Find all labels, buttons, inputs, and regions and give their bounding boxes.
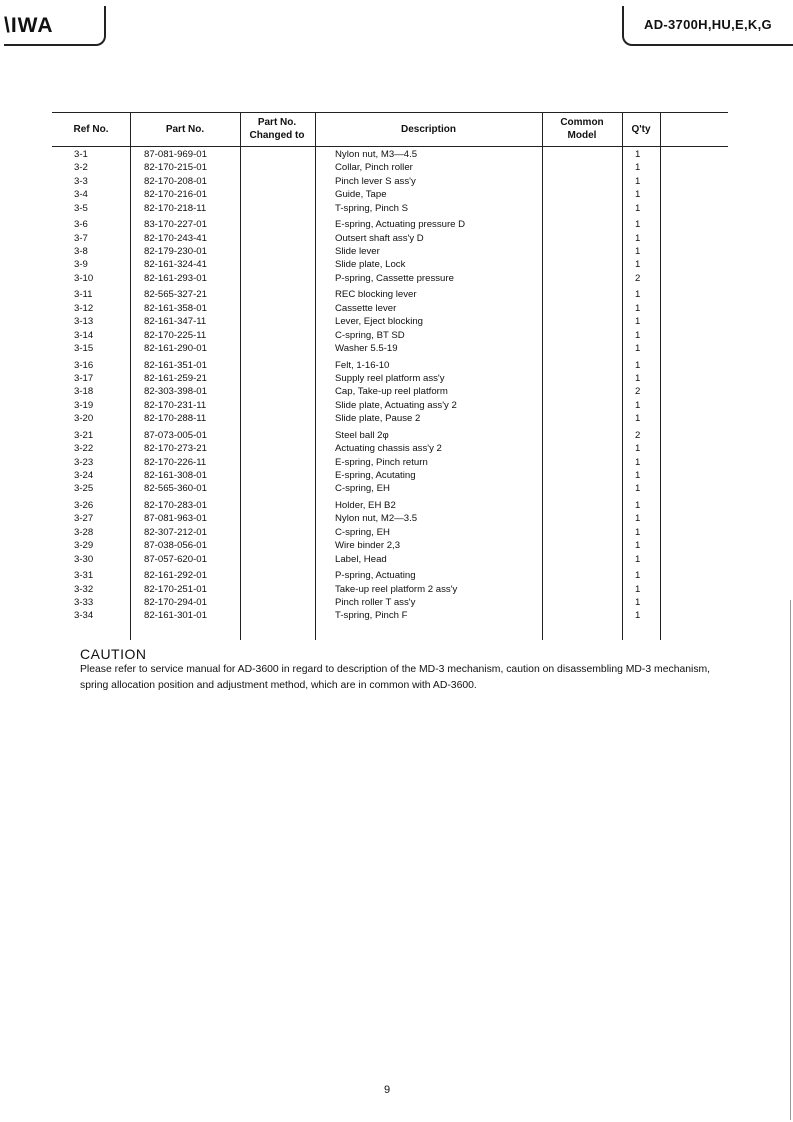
table-row [52,482,728,495]
description-cell: Cassette lever [335,302,397,314]
ref-no-cell: 3-3 [74,175,88,187]
table-row [52,372,728,385]
quantity-cell: 1 [635,456,641,468]
part-no-cell: 82-170-294-01 [144,597,207,608]
part-no-cell: 82-161-308-01 [144,470,207,481]
table-row [52,342,728,355]
part-no-cell: 82-170-283-01 [144,500,207,511]
header-common-model: Common Model [560,117,604,141]
description-cell: Slide plate, Pause 2 [335,413,421,425]
quantity-cell: 1 [635,302,641,314]
description-cell: Supply reel platform ass'y [335,373,445,384]
part-no-cell: 82-161-293-01 [144,272,207,284]
ref-no-cell: 3-10 [74,272,94,284]
part-no-cell: 82-170-243-41 [144,232,207,244]
description-cell: C-spring, BT SD [335,329,405,341]
quantity-cell: 1 [635,175,641,187]
description-cell: E-spring, Pinch return [335,456,428,468]
ref-no-cell: 3-1 [74,149,88,160]
page-edge-line [790,600,791,1120]
description-cell: Slide plate, Actuating ass'y 2 [335,399,457,411]
ref-no-cell: 3-27 [74,513,94,525]
ref-no-cell: 3-32 [74,583,94,595]
table-row [52,429,728,442]
table-row [52,609,728,622]
part-no-cell: 82-179-230-01 [144,246,207,257]
part-no-cell: 87-081-963-01 [144,513,207,525]
quantity-cell: 1 [635,597,641,608]
description-cell: Cap, Take-up reel platform [335,386,448,398]
description-cell: Label, Head [335,553,387,565]
quantity-cell: 1 [635,162,641,174]
table-row [52,315,728,328]
description-cell: P-spring, Cassette pressure [335,272,454,284]
part-no-cell: 82-170-215-01 [144,162,207,174]
part-no-cell: 83-170-227-01 [144,219,207,231]
model-number: AD-3700H,HU,E,K,G [644,17,772,32]
ref-no-cell: 3-24 [74,470,94,481]
quantity-cell: 1 [635,483,641,495]
table-row [52,569,728,582]
description-cell: Collar, Pinch roller [335,162,413,174]
table-row [52,359,728,372]
description-cell: P-spring, Actuating [335,570,416,582]
part-no-cell: 82-170-226-11 [144,456,207,468]
caution-title: CAUTION [80,646,147,662]
part-no-cell: 82-161-347-11 [144,316,207,328]
table-row [52,399,728,412]
quantity-cell: 1 [635,373,641,384]
ref-no-cell: 3-23 [74,456,94,468]
table-row [52,469,728,482]
header-qty: Q'ty [631,123,651,135]
table-row [52,526,728,539]
ref-no-cell: 3-2 [74,162,88,174]
ref-no-cell: 3-4 [74,189,88,201]
table-row [52,258,728,271]
table-row [52,385,728,398]
quantity-cell: 1 [635,540,641,552]
quantity-cell: 1 [635,202,641,214]
description-cell: Slide lever [335,246,380,257]
part-no-cell: 82-170-216-01 [144,189,207,201]
description-cell: Outsert shaft ass'y D [335,232,424,244]
ref-no-cell: 3-11 [74,289,93,301]
quantity-cell: 2 [635,429,641,441]
ref-no-cell: 3-13 [74,316,94,328]
ref-no-cell: 3-8 [74,246,88,257]
table-row [52,272,728,285]
description-cell: Take-up reel platform 2 ass'y [335,583,458,595]
quantity-cell: 1 [635,259,641,271]
description-cell: Wire binder 2,3 [335,540,401,552]
quantity-cell: 1 [635,329,641,341]
quantity-cell: 1 [635,359,641,371]
ref-no-cell: 3-29 [74,540,94,552]
table-row [52,302,728,315]
part-no-cell: 82-170-208-01 [144,175,207,187]
quantity-cell: 1 [635,413,641,425]
table-row [52,512,728,525]
quantity-cell: 1 [635,610,641,622]
ref-no-cell: 3-19 [74,399,94,411]
part-no-cell: 87-073-005-01 [144,429,207,441]
part-no-cell: 82-161-351-01 [144,359,207,371]
description-cell: Washer 5.5-19 [335,343,398,354]
header-ref-no: Ref No. [73,123,109,135]
description-cell: Actuating chassis ass'y 2 [335,443,442,455]
ref-no-cell: 3-12 [74,302,94,314]
header-part-no: Part No. [165,123,205,135]
part-no-cell: 87-038-056-01 [144,540,207,552]
parts-table [52,112,728,640]
description-cell: Nylon nut, M2—3.5 [335,513,418,525]
quantity-cell: 1 [635,289,641,301]
description-cell: C-spring, EH [335,483,390,495]
page-number: 9 [384,1084,391,1096]
quantity-cell: 1 [635,470,641,481]
table-row [52,202,728,215]
table-row [52,329,728,342]
description-cell: Guide, Tape [335,189,387,201]
table-row [52,583,728,596]
quantity-cell: 1 [635,149,641,160]
ref-no-cell: 3-31 [74,570,94,582]
part-no-cell: 82-170-225-11 [144,329,207,341]
quantity-cell: 1 [635,553,641,565]
ref-no-cell: 3-20 [74,413,94,425]
table-row [52,499,728,512]
ref-no-cell: 3-15 [74,343,94,354]
description-cell: E-spring, Actuating pressure D [335,219,466,231]
part-no-cell: 82-565-360-01 [144,483,207,495]
ref-no-cell: 3-16 [74,359,94,371]
part-no-cell: 82-170-273-21 [144,443,207,455]
part-no-cell: 82-303-398-01 [144,386,207,398]
table-row [52,539,728,552]
description-cell: REC blocking lever [335,289,417,301]
quantity-cell: 1 [635,399,641,411]
table-row [52,175,728,188]
brand-logo-frame [4,6,106,46]
part-no-cell: 87-057-620-01 [144,553,207,565]
part-no-cell: 82-170-288-11 [144,413,207,425]
quantity-cell: 1 [635,246,641,257]
table-row [52,245,728,258]
ref-no-cell: 3-5 [74,202,88,214]
description-cell: Slide plate, Lock [335,259,406,271]
quantity-cell: 1 [635,189,641,201]
quantity-cell: 1 [635,219,641,231]
description-cell: Steel ball 2φ [335,429,389,441]
ref-no-cell: 3-28 [74,526,94,538]
quantity-cell: 1 [635,343,641,354]
ref-no-cell: 3-17 [74,373,94,384]
ref-no-cell: 3-33 [74,597,94,608]
table-row [52,412,728,425]
part-no-cell: 82-170-231-11 [144,399,207,411]
table-row [52,288,728,301]
ref-no-cell: 3-26 [74,500,94,511]
table-row [52,161,728,174]
part-no-cell: 82-307-212-01 [144,526,207,538]
part-no-cell: 82-161-292-01 [144,570,207,582]
part-no-cell: 82-565-327-21 [144,289,207,301]
description-cell: E-spring, Acutating [335,470,416,481]
table-row [52,456,728,469]
part-no-cell: 82-170-251-01 [144,583,207,595]
ref-no-cell: 3-14 [74,329,94,341]
quantity-cell: 1 [635,500,641,511]
description-cell: T-spring, Pinch F [335,610,408,622]
description-cell: Nylon nut, M3—4.5 [335,149,418,160]
ref-no-cell: 3-21 [74,429,94,441]
quantity-cell: 1 [635,316,641,328]
quantity-cell: 1 [635,526,641,538]
table-row [52,442,728,455]
quantity-cell: 2 [635,386,641,398]
table-row [52,232,728,245]
quantity-cell: 1 [635,513,641,525]
quantity-cell: 1 [635,583,641,595]
part-no-cell: 87-081-969-01 [144,149,207,160]
table-row [52,148,728,161]
table-row [52,596,728,609]
part-no-cell: 82-161-301-01 [144,610,207,622]
part-no-cell: 82-161-324-41 [144,259,207,271]
description-cell: Lever, Eject blocking [335,316,423,328]
brand-logo: \IWA [4,14,54,37]
description-cell: Pinch lever S ass'y [335,175,416,187]
part-no-cell: 82-161-358-01 [144,302,207,314]
part-no-cell: 82-161-290-01 [144,343,207,354]
ref-no-cell: 3-18 [74,386,94,398]
quantity-cell: 1 [635,232,641,244]
part-no-cell: 82-170-218-11 [144,202,207,214]
quantity-cell: 2 [635,272,641,284]
ref-no-cell: 3-6 [74,219,88,231]
quantity-cell: 1 [635,570,641,582]
ref-no-cell: 3-7 [74,232,88,244]
description-cell: C-spring, EH [335,526,390,538]
table-row [52,188,728,201]
description-cell: Pinch roller T ass'y [335,597,416,608]
caution-text: Please refer to service manual for AD-3600 in regard to description of the MD-3 mechanism, caution on disassembling MD-3 mechanism, spring allocation position and adjustment method, which are in common with AD-3600. [80,664,711,691]
description-cell: T-spring, Pinch S [335,202,409,214]
ref-no-cell: 3-34 [74,610,94,622]
ref-no-cell: 3-25 [74,483,94,495]
part-no-cell: 82-161-259-21 [144,373,207,384]
description-cell: Felt, 1-16-10 [335,359,390,371]
table-row [52,553,728,566]
header-part-changed: Part No. Changed to [249,117,305,141]
table-row [52,218,728,231]
model-number-frame [622,6,793,46]
description-cell: Holder, EH B2 [335,500,396,511]
ref-no-cell: 3-9 [74,259,88,271]
header-description: Description [400,123,456,135]
ref-no-cell: 3-30 [74,553,94,565]
quantity-cell: 1 [635,443,641,455]
ref-no-cell: 3-22 [74,443,94,455]
